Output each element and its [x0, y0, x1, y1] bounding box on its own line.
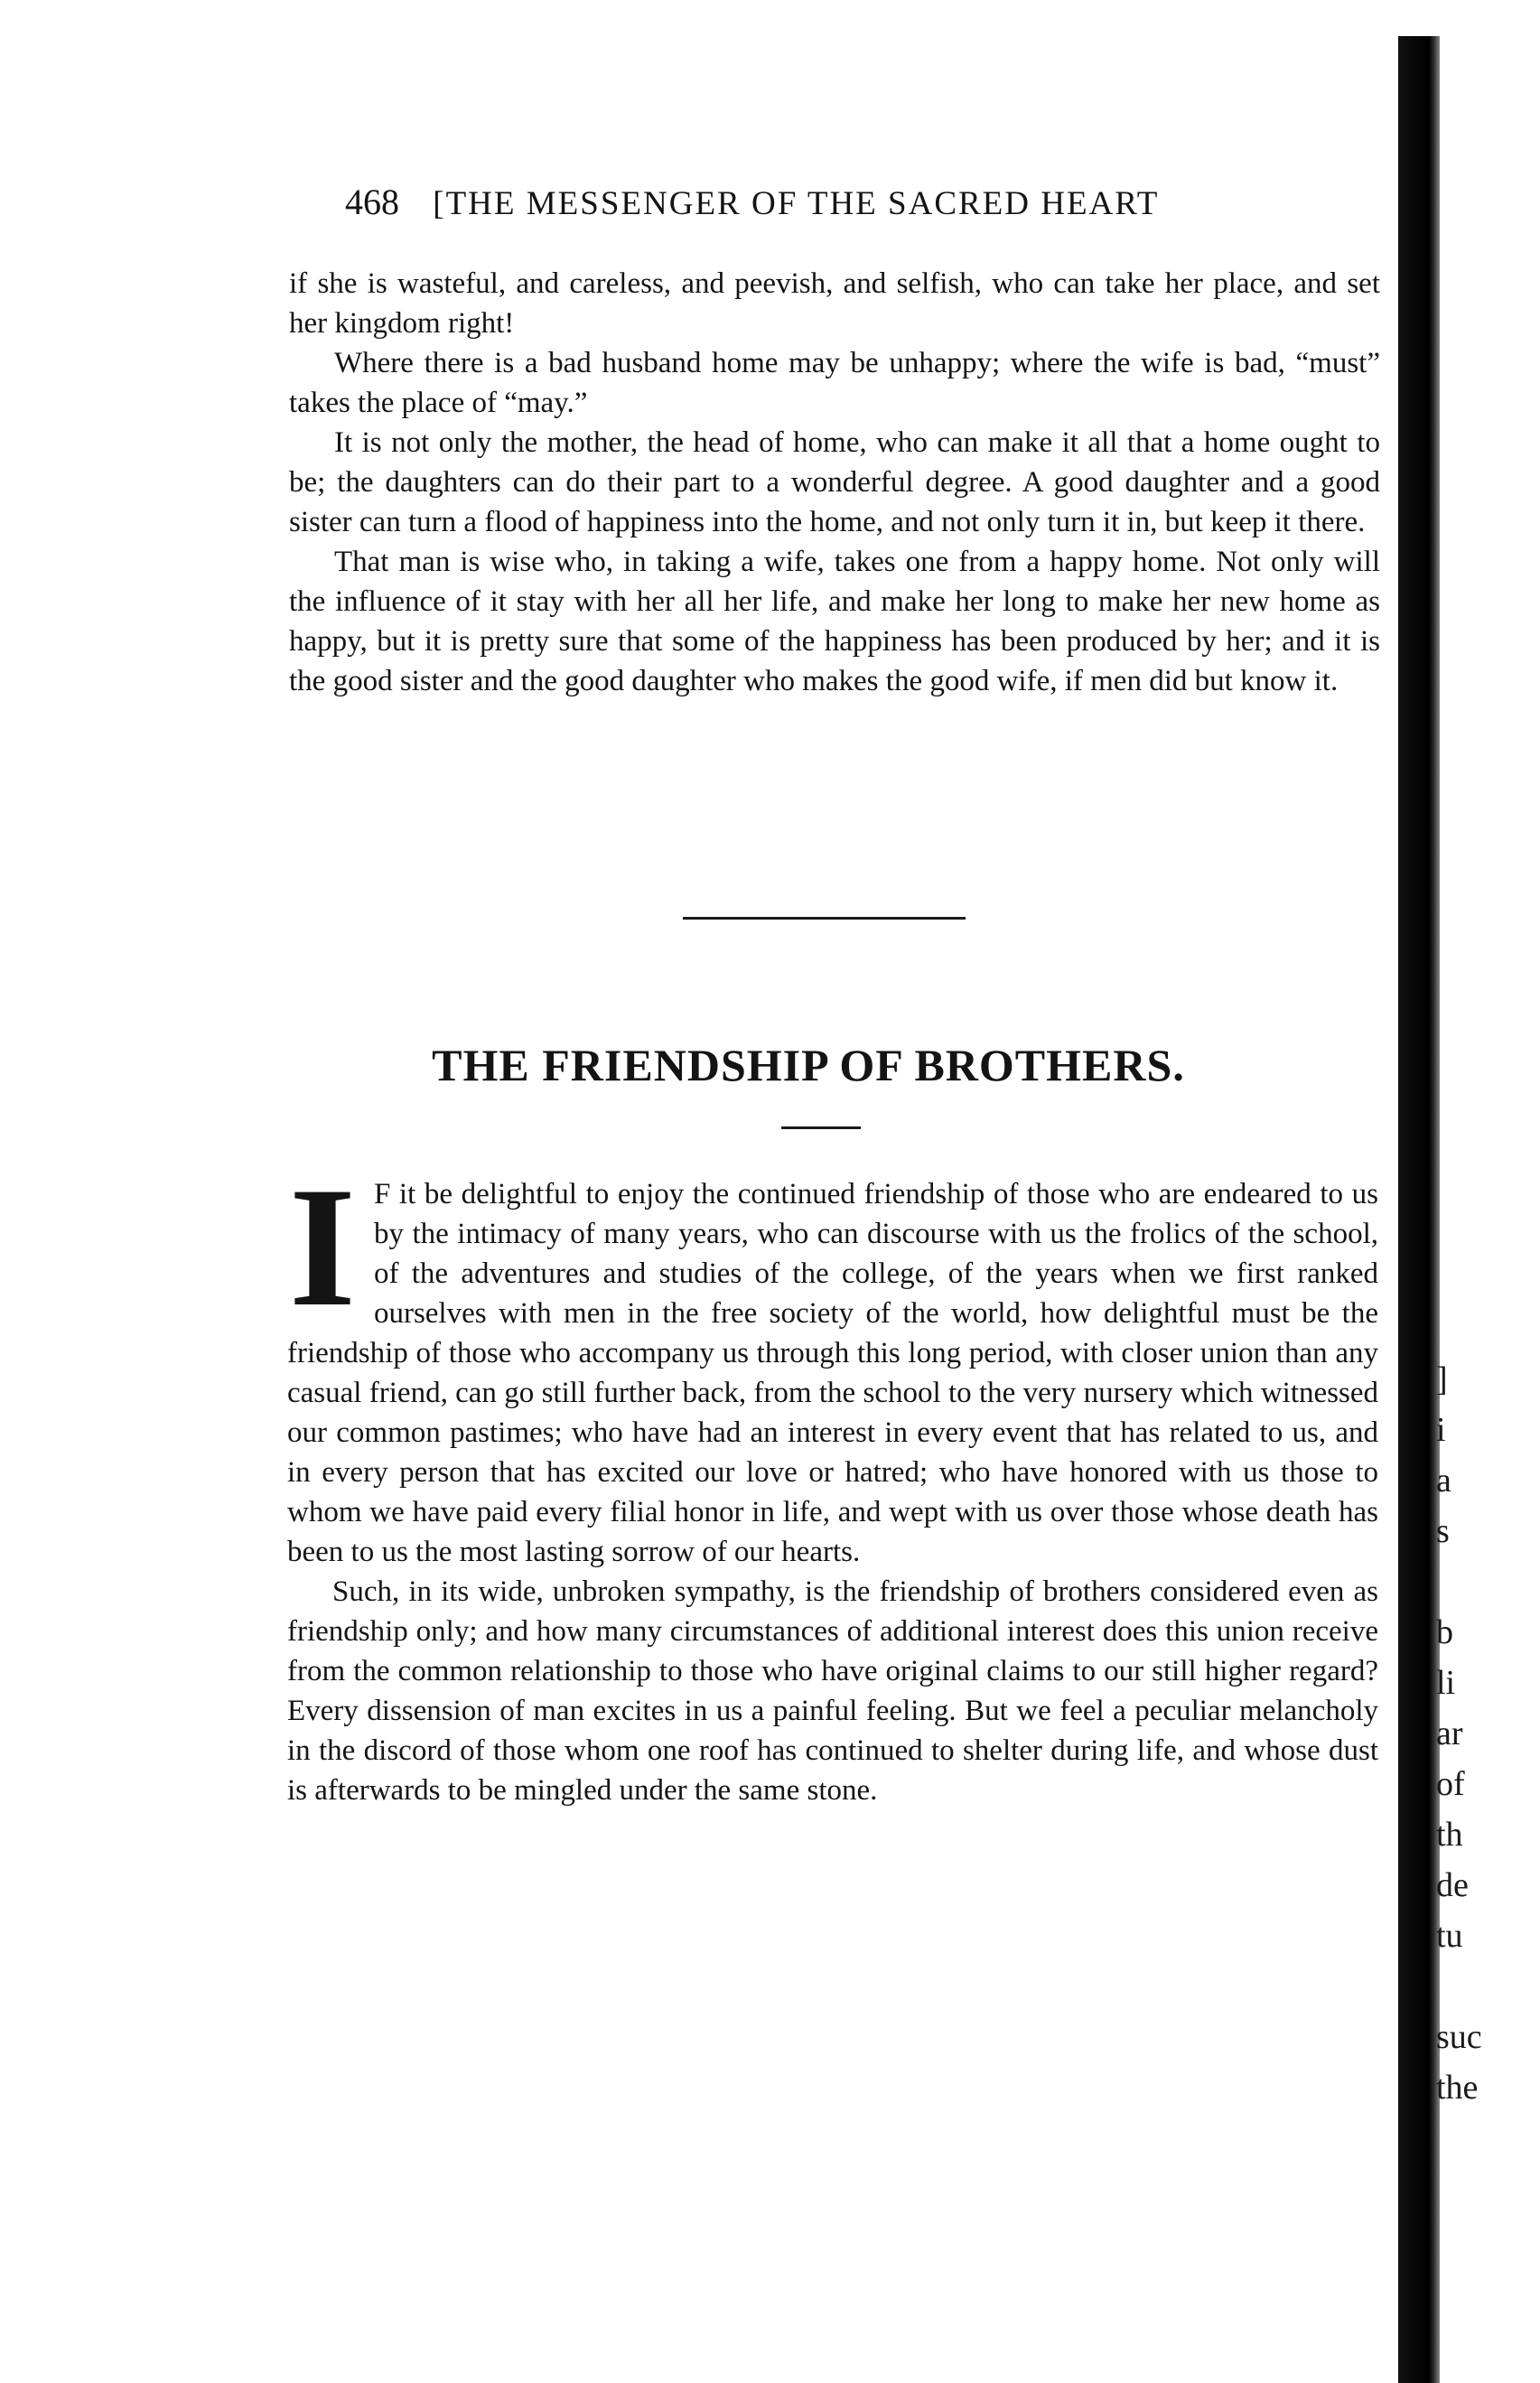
fragment: de — [1436, 1866, 1469, 1904]
fragment: suc — [1436, 2018, 1482, 2056]
fragment: ar — [1436, 1715, 1463, 1752]
drop-cap: I — [289, 1153, 356, 1342]
fragment: a — [1436, 1462, 1451, 1500]
fragment: of — [1436, 1765, 1465, 1803]
fragment: i — [1436, 1411, 1446, 1449]
second-paragraph: Such, in its wide, unbroken sympathy, is the friendship of brothers considered even as friendship only; and how many circumstances of additional interest does this union receive from the common relationship to those who have original claims to our still higher regard? Every dissension of man excites in us a painful feeling. But we feel a peculiar melancholy in the discord of those whom one roof has continued to shelter during life, and whose dust is afterwards to be mingled under the same stone. — [287, 1575, 1378, 1807]
fragment — [1436, 1962, 1535, 2013]
paragraph: That man is wise who, in taking a wife, takes one from a happy home. Not only will the influence of it stay with her all her life, and make her long to make her new home as happy, but it is pretty sure that some of the happiness has been produced by her; and it is the good sister and the good daughter who makes the good wife, if men did but know it. — [289, 546, 1380, 697]
first-paragraph — [287, 1153, 1378, 1572]
fragment: the — [1436, 2069, 1479, 2107]
paragraph: It is not only the mother, the head of home, who can make it all that a home ought to be; the daughters can do their part to a wonderful degree. A good daughter and a good sister can turn a flood of happiness into the home, and not only turn it in, but keep it there. — [289, 426, 1380, 538]
first-paragraph-text: F it be delightful to enjoy the continued friendship of those who are endeared to us by the intimacy of many years, who can discourse with us the frolics of the school, of the adventures and studies of the college, of the years when we first ranked ourselves with men in the free society of the world, how delightful must be the friendship of those who accompany us through this long period, with closer union than any casual friend, can go still further back, from the school to the very nursery which witnessed our common pastimes; who have had an interest in every event that has related to us, and in every person that has excited our love or hatred; who have honored with us those to whom we have paid every filial honor in life, and wept with us over those whose death has been to us the most lasting sorrow of our hearts. — [287, 1178, 1378, 1568]
facing-page-fragments — [1436, 1355, 1535, 2114]
fragment: b — [1436, 1613, 1453, 1651]
book-spine-shadow — [1398, 36, 1440, 2383]
fragment: li — [1436, 1664, 1456, 1702]
fragment — [1436, 1557, 1535, 1608]
fragment: th — [1436, 1816, 1463, 1854]
article-title: THE FRIENDSHIP OF BROTHERS. — [432, 1040, 1185, 1090]
paragraph: if she is wasteful, and careless, and peevish, and selfish, who can take her place, and set her kingdom right! — [289, 267, 1380, 340]
paragraph: Where there is a bad husband home may be unhappy; where the wife is bad, “must” takes the place of “may.” — [289, 347, 1380, 419]
fragment: tu — [1436, 1917, 1463, 1955]
fragment: s — [1436, 1512, 1450, 1550]
continued-text — [289, 264, 1380, 701]
running-title: [THE MESSENGER OF THE SACRED HEART — [433, 185, 1160, 222]
title-underline — [781, 1126, 861, 1129]
running-header — [345, 181, 1284, 235]
article-body — [287, 1153, 1378, 1810]
page-number: 468 — [345, 182, 399, 222]
section-divider — [683, 917, 966, 920]
fragment: ] — [1436, 1360, 1448, 1398]
